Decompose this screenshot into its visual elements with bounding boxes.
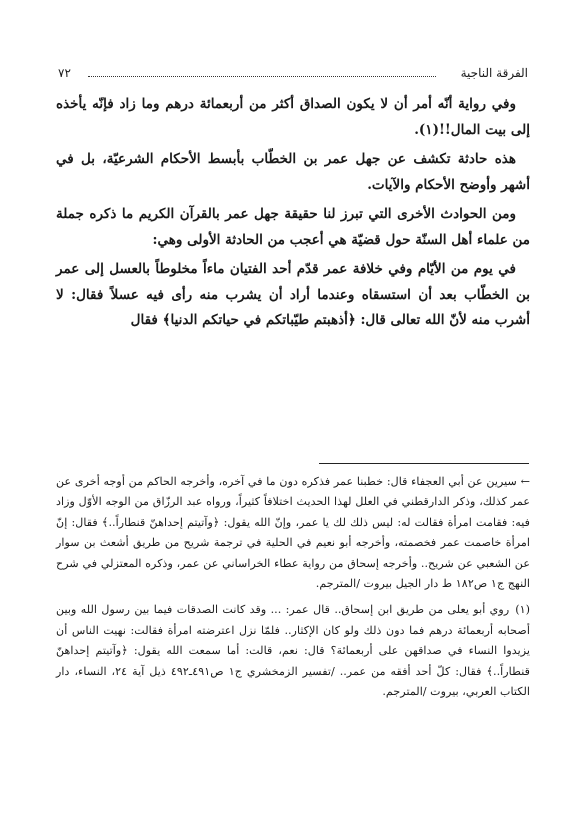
main-text bbox=[56, 92, 530, 338]
footnote-separator bbox=[319, 463, 529, 464]
footnote-text: روي أبو يعلى من طريق ابن إسحاق.. قال عمر: ... وقد كانت الصدقات فيما بين رسول الله وبين أصحابه أربعمائة درهم فما دون ذلك ولو كان الإكثار.. فلمّا نزل اعترضته امرأة فقالت: نهيت الناس أن يزيدوا النساء في صداقهن على أربعمائة؟ قال: نعم، قالت: أما سمعت الله يقول: ﴿وآتيتم إحداهنّ قنطاراً..﴾ فقال: كلّ أحد أفقه من عمر.. /تفسير الزمخشري ج١ ص٤٩١ـ٤٩٢ ذيل آية ٢٤، النساء، دار الكتاب العربي، بيروت /المترجم. bbox=[56, 603, 530, 699]
footnote-continued: ← سيرين عن أبي العجفاء قال: خطبنا عمر فذكره دون ما في آخره، وأخرجه الحاكم من أوجه أخرى عن عمر كذلك، وذكر الدارقطني في العلل لهذا الحديث اختلافاً كثيراً، ورواه عبد الرزّاق من الوجه الأوّل وزاد فيه: فقامت امرأة فقالت له: ليس ذلك لك يا عمر، وإنّ الله يقول: ﴿وآتيتم إحداهنّ قنطاراً..﴾ فقال: إنّ امرأة خاصمت عمر فخصمته، وأخرجه أبو نعيم في الحلية في ترجمة شريح من طريق أشعث بن سوار عن الشعبي عن شريح.. وأخرجه إسحاق من رواية عطاء الخراساني عن عمر، وذكره المعتزلي في شرح النهج ج١ ص١٨٢ ط دار الجيل بيروت /المترجم. bbox=[56, 475, 530, 591]
paragraph: هذه حادثة تكشف عن جهل عمر بن الخطّاب بأبسط الأحكام الشرعيّة، بل في أشهر وأوضح الأحكام والآيات. bbox=[56, 151, 530, 193]
footnotes bbox=[56, 472, 530, 708]
page-header bbox=[58, 66, 528, 84]
paragraph: ومن الحوادث الأخرى التي تبرز لنا حقيقة جهل عمر بالقرآن الكريم ما ذكره جملة من علماء أهل السنّة حول قضيّة هي أعجب من الحادثة الأولى وهي: bbox=[56, 206, 530, 248]
paragraph: في يوم من الأيّام وفي خلافة عمر قدّم أحد الفتيان ماءاً مخلوطاً بالعسل إلى عمر بن الخطّاب بعد أن استسقاه وعندما أراد أن يشرب منه رأى فيه عسلاً فقال: لا أشرب منه لأنّ الله تعالى قال: ﴿أذهبتم طيّباتكم في حياتكم الدنيا﴾ فقال bbox=[56, 261, 530, 328]
footnote-1 bbox=[56, 600, 530, 702]
page-number: ٧٢ bbox=[58, 66, 71, 80]
header-dotted-leader bbox=[88, 76, 436, 77]
paragraph: وفي رواية أنّه أمر أن لا يكون الصداق أكثر من أربعمائة درهم وما زاد فإنّه يأخذه إلى بيت المال!!(١). bbox=[56, 96, 530, 138]
running-title: الفرقة الناجية bbox=[460, 66, 528, 80]
footnote-number: (١) bbox=[515, 603, 530, 617]
